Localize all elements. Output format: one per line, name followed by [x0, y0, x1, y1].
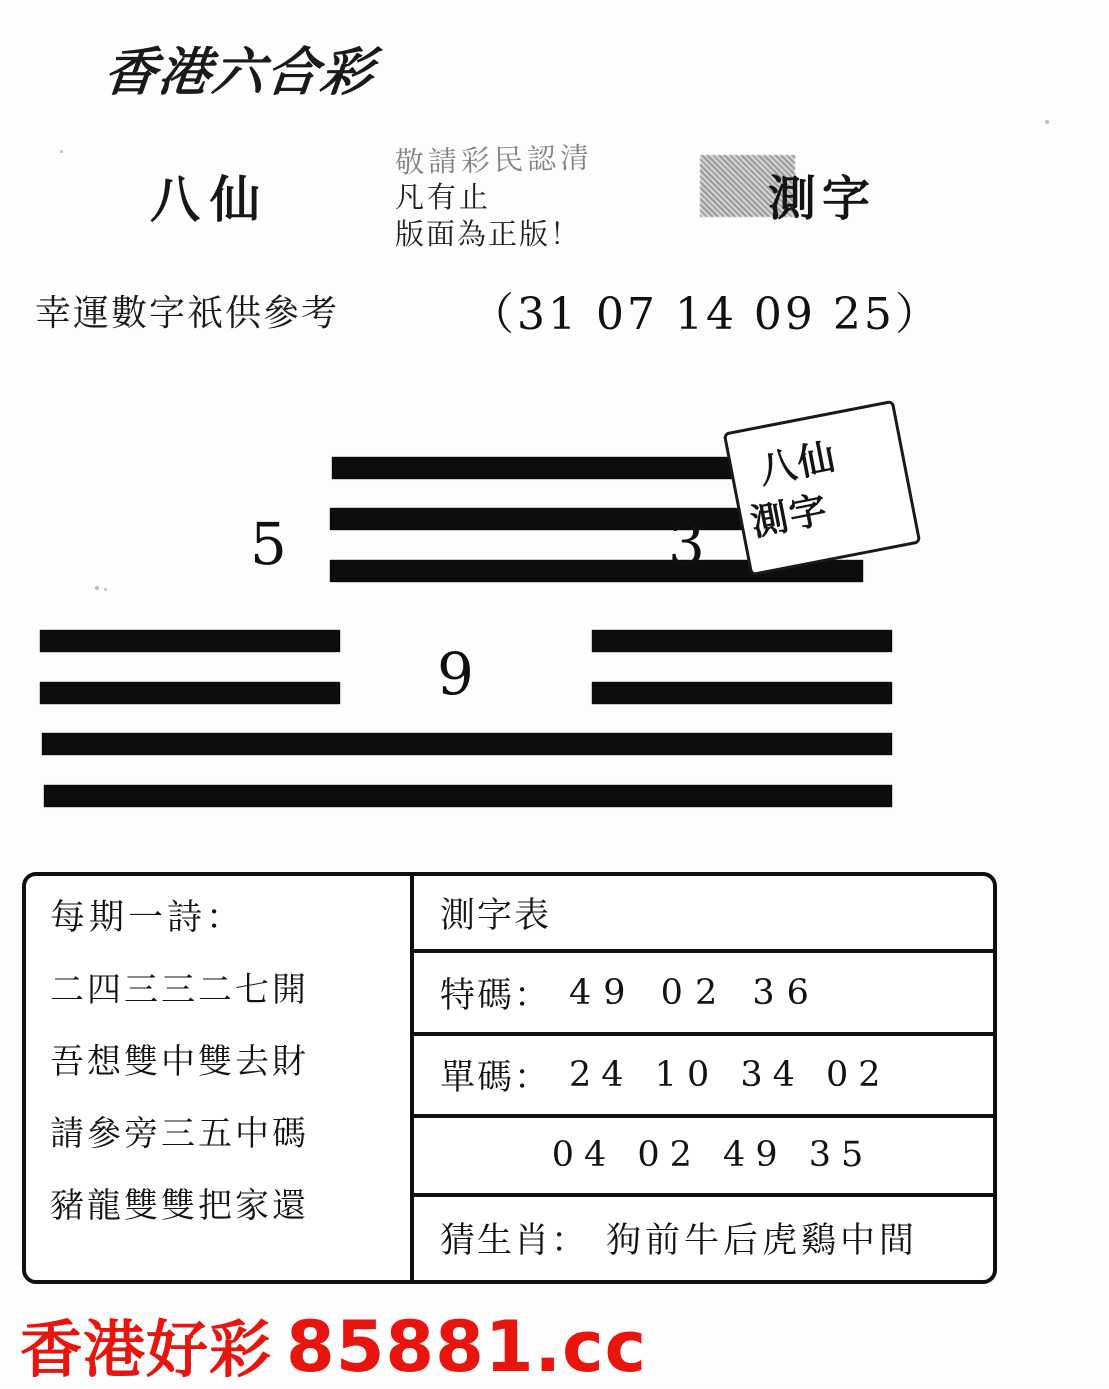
brand-title: 八仙 — [150, 170, 270, 229]
table-row — [414, 953, 993, 1036]
poem-line: 豬龍雙雙把家還 — [50, 1186, 309, 1226]
hexagram-bar — [42, 733, 892, 755]
footer-site-url: 85881.cc — [286, 1306, 648, 1388]
tilted-card-text — [747, 431, 851, 545]
footer-branding — [20, 1300, 647, 1389]
lucky-number-values: （31 07 14 09 25） — [470, 289, 942, 340]
hexagram-bar — [592, 682, 892, 704]
tilted-card-line-1: 八仙 — [755, 434, 841, 493]
prediction-title-text: 測字表 — [440, 895, 552, 936]
scan-speck — [104, 588, 107, 591]
hexagram-digit-center: 9 — [437, 640, 474, 708]
poem-column — [26, 876, 414, 1280]
hexagram-bar — [40, 682, 340, 704]
hexagram-bar — [40, 630, 340, 652]
table-row — [414, 1036, 993, 1117]
notice-line-2: 凡有止 — [395, 180, 492, 214]
info-table — [22, 872, 997, 1284]
hexagram-digit-right: 3 — [668, 510, 705, 578]
lucky-number-label: 幸運數字祇供參考 — [35, 293, 340, 334]
hexagram-digit-left: 5 — [250, 510, 287, 578]
row-values: 24 10 34 02 — [569, 1055, 891, 1096]
row-label: 猜生肖： — [440, 1221, 589, 1262]
row-values: 04 02 49 35 — [551, 1135, 874, 1176]
poem-title: 每期一詩： — [50, 898, 246, 938]
table-row — [414, 1118, 993, 1197]
poem-line: 二四三三二七開 — [50, 970, 309, 1010]
row-values: 49 02 36 — [569, 972, 821, 1013]
table-row — [414, 1197, 993, 1280]
prediction-column — [414, 876, 993, 1280]
page-title: 香港六合彩 — [101, 42, 378, 103]
footer-site-name: 香港好彩 — [20, 1313, 273, 1386]
notice-line-1: 敬請彩民認清 — [394, 140, 594, 180]
scan-speck — [1045, 120, 1049, 124]
hexagram-bar — [44, 785, 892, 807]
row-values: 狗前牛后虎鷄中間 — [606, 1221, 919, 1262]
row-label: 單碼： — [440, 1058, 552, 1099]
poem-line: 請參旁三五中碼 — [50, 1114, 309, 1154]
row-label: 特碼： — [440, 975, 552, 1016]
tilted-card-line-2: 測字 — [747, 486, 833, 545]
stamp-label: 測字 — [768, 171, 877, 227]
poem-line: 吾想雙中雙去財 — [50, 1042, 309, 1082]
hexagram-diagram — [0, 430, 1109, 830]
prediction-table-title — [414, 876, 993, 953]
hexagram-bar — [592, 630, 892, 652]
notice-text — [395, 142, 593, 253]
scan-speck — [60, 150, 63, 153]
scan-speck — [95, 586, 99, 590]
notice-line-3: 版面為正版！ — [395, 217, 582, 251]
